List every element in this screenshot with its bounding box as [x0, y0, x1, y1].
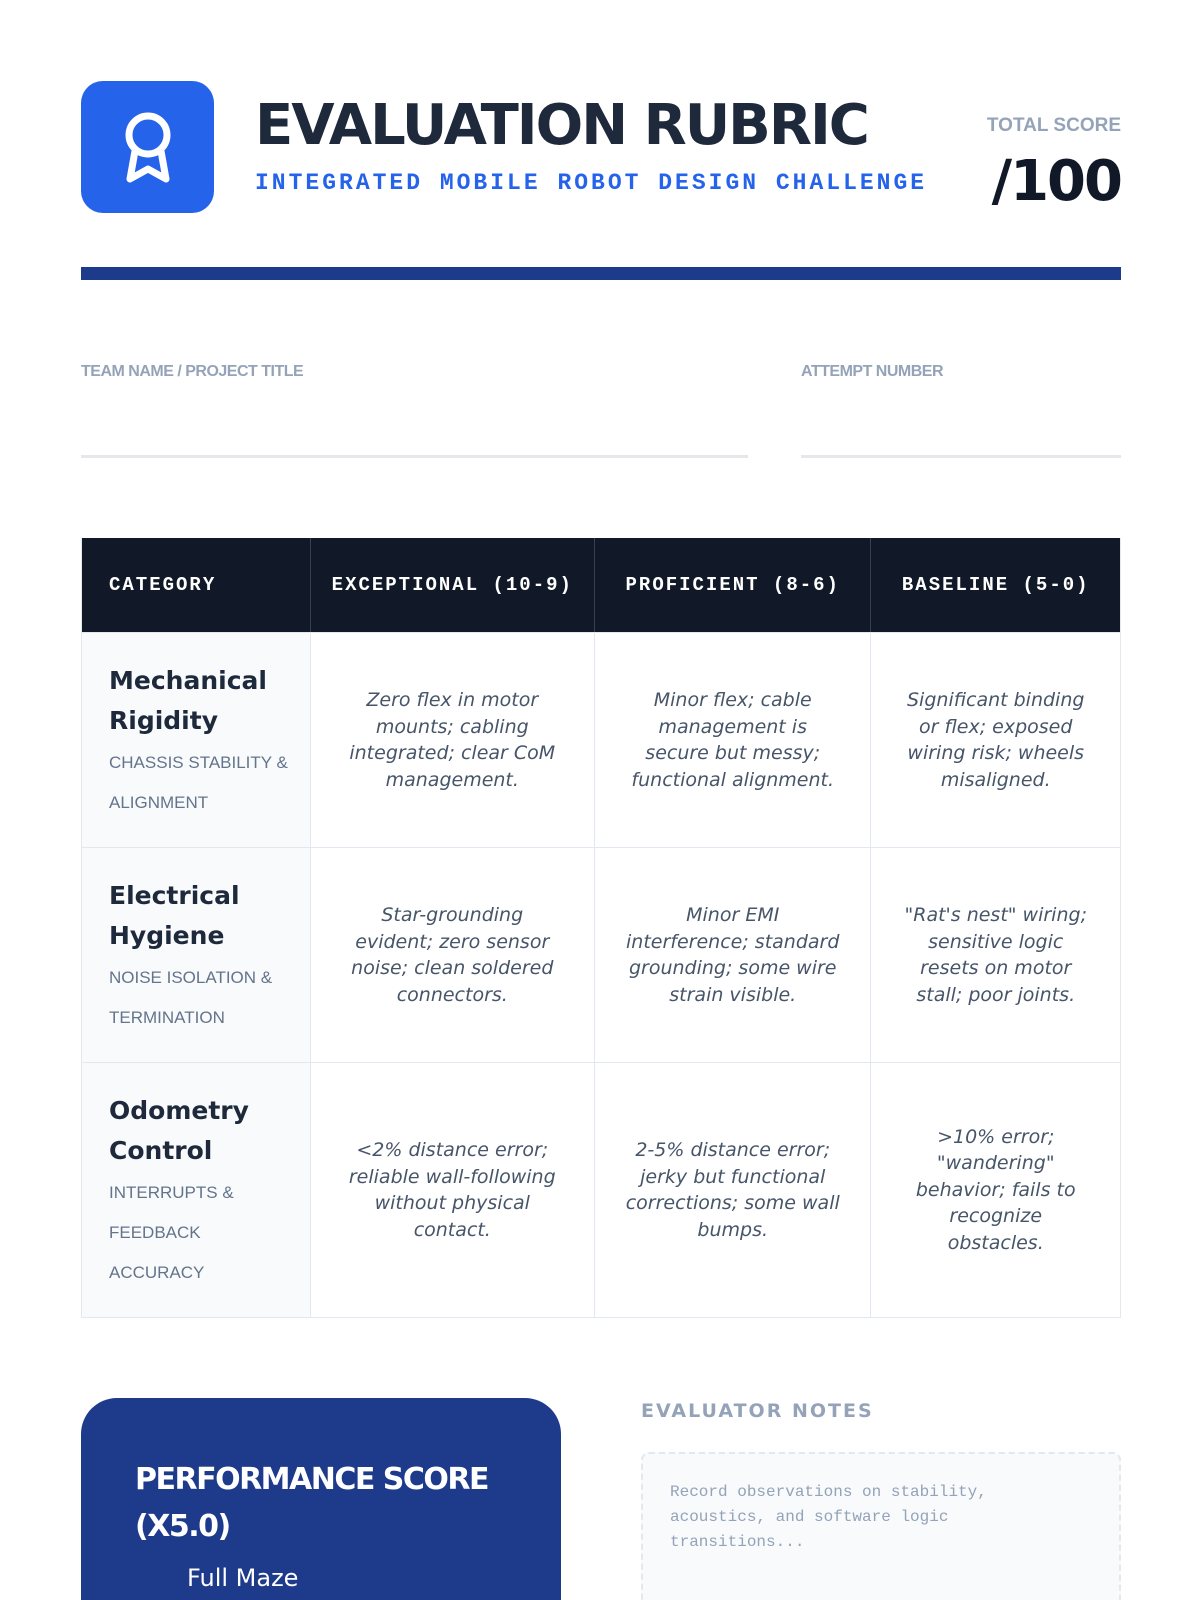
baseline-cell: "Rat's nest" wiring; sensitive logic resets on motor stall; poor joints. [904, 904, 1087, 1006]
team-name-field[interactable] [81, 455, 748, 458]
exceptional-cell: Star-grounding evident; zero sensor noise; clean soldered connectors. [311, 848, 595, 1062]
category-subtitle: CHASSIS STABILITY & ALIGNMENT [109, 753, 288, 812]
header-proficient: PROFICIENT (8-6) [595, 538, 871, 632]
header-category: CATEGORY [82, 538, 311, 632]
logo-badge [81, 81, 214, 213]
header-exceptional: EXCEPTIONAL (10-9) [311, 538, 595, 632]
proficient-cell: 2-5% distance error; jerky but functional corrections; some wall bumps. [595, 1063, 871, 1317]
category-cell [82, 1063, 311, 1317]
table-row [82, 632, 1120, 847]
baseline-cell: Significant binding or flex; exposed wiring risk; wheels misaligned. [907, 689, 1085, 791]
header-baseline: BASELINE (5-0) [901, 573, 1090, 596]
category-cell [82, 633, 311, 847]
performance-score-card [81, 1398, 561, 1600]
table-row [82, 1062, 1120, 1317]
table-header [82, 538, 1120, 632]
header [81, 81, 1121, 213]
exceptional-cell: Zero flex in motor mounts; cabling integrated; clear CoM management. [311, 633, 595, 847]
category-name: Odometry Control [109, 1096, 249, 1165]
total-score-label: TOTAL SCORE [986, 115, 1121, 136]
category-name: Electrical Hygiene [109, 881, 240, 950]
category-cell [82, 848, 311, 1062]
proficient-cell: Minor flex; cable management is secure but messy; functional alignment. [595, 633, 871, 847]
rubric-table [81, 538, 1121, 1318]
total-score-value: /100 [991, 149, 1121, 214]
attempt-number-field[interactable] [801, 455, 1121, 458]
page-title: EVALUATION RUBRIC [255, 93, 868, 158]
proficient-cell: Minor EMI interference; standard grounding; some wire strain visible. [595, 848, 871, 1062]
evaluator-notes-field[interactable]: Record observations on stability, acoustics, and software logic transitions... [641, 1452, 1121, 1600]
team-name-label: TEAM NAME / PROJECT TITLE [81, 363, 304, 380]
performance-score-title: PERFORMANCE SCORE (X5.0) [135, 1462, 489, 1544]
category-subtitle: INTERRUPTS & FEEDBACK ACCURACY [109, 1183, 234, 1282]
attempt-number-label: ATTEMPT NUMBER [801, 363, 944, 380]
award-ribbon-icon [120, 109, 176, 185]
category-subtitle: NOISE ISOLATION & TERMINATION [109, 968, 273, 1027]
header-divider [81, 267, 1121, 280]
performance-item: Full Maze [187, 1564, 299, 1592]
exceptional-cell: <2% distance error; reliable wall-following without physical contact. [311, 1063, 595, 1317]
table-row [82, 847, 1120, 1062]
page-subtitle: INTEGRATED MOBILE ROBOT DESIGN CHALLENGE [255, 170, 928, 196]
evaluator-notes-label: EVALUATOR NOTES [641, 1400, 874, 1422]
baseline-cell: >10% error; "wandering" behavior; fails to recognize obstacles. [915, 1125, 1076, 1254]
category-name: Mechanical Rigidity [109, 666, 267, 735]
